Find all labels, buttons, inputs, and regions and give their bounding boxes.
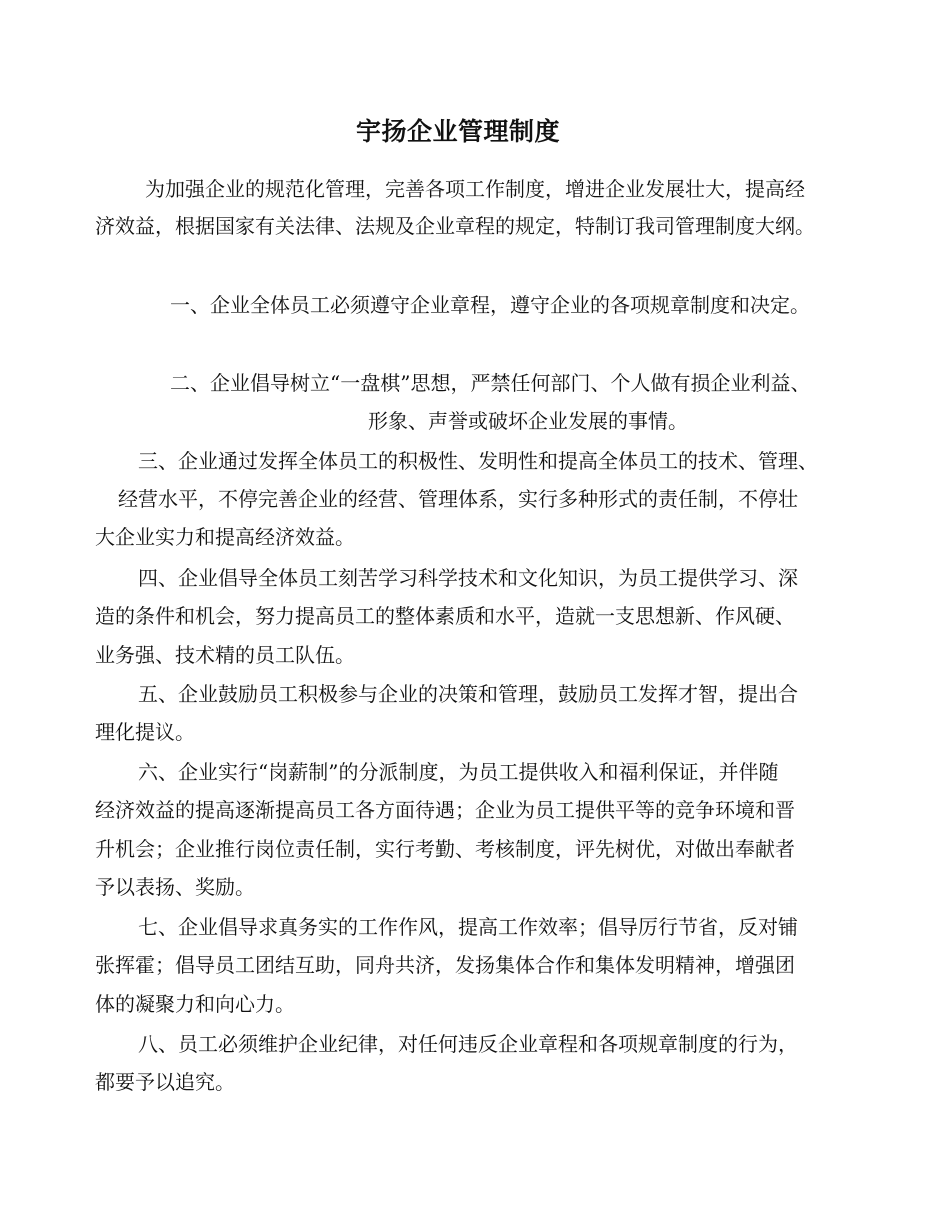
article-2-line-1: 二、企业倡导树立“一盘棋”思想，严禁任何部门、个人做有损企业利益、 — [170, 371, 811, 395]
article-7-line-3: 体的凝聚力和向心力。 — [95, 992, 295, 1016]
article-3-line-1: 三、企业通过发挥全体员工的积极性、发明性和提高全体员工的技术、管理、 — [138, 449, 818, 473]
article-6-line-4: 予以表扬、奖励。 — [95, 875, 255, 899]
article-1-line-1: 一、企业全体员工必须遵守企业章程，遵守企业的各项规章制度和决定。 — [170, 293, 810, 317]
document-title: 宇扬企业管理制度 — [355, 117, 560, 146]
article-4-line-2: 造的条件和机会，努力提高员工的整体素质和水平，造就一支思想新、作风硬、 — [95, 604, 795, 628]
intro-line-2: 济效益，根据国家有关法律、法规及企业章程的规定，特制订我司管理制度大纲。 — [95, 214, 815, 238]
article-2-line-2: 形象、声誉或破坏企业发展的事情。 — [368, 409, 688, 433]
article-6-line-2: 经济效益的提高逐渐提高员工各方面待遇；企业为员工提供平等的竞争环境和晋 — [95, 798, 795, 822]
article-7-line-1: 七、企业倡导求真务实的工作作风，提高工作效率；倡导厉行节省，反对铺 — [138, 915, 798, 939]
article-6-line-3: 升机会；企业推行岗位责任制，实行考勤、考核制度，评先树优，对做出奉献者 — [95, 837, 795, 861]
intro-line-1: 为加强企业的规范化管理，完善各项工作制度，增进企业发展壮大，提高经 — [145, 177, 805, 201]
article-3-line-3: 大企业实力和提高经济效益。 — [95, 525, 355, 549]
article-5-line-1: 五、企业鼓励员工积极参与企业的决策和管理，鼓励员工发挥才智，提出合 — [138, 682, 798, 706]
article-4-line-1: 四、企业倡导全体员工刻苦学习科学技术和文化知识，为员工提供学习、深 — [138, 566, 798, 590]
article-5-line-2: 理化提议。 — [95, 720, 195, 744]
article-8-line-1: 八、员工必须维护企业纪律，对任何违反企业章程和各项规章制度的行为， — [138, 1032, 798, 1056]
article-6-line-1: 六、企业实行“岗薪制”的分派制度，为员工提供收入和福利保证，并伴随 — [138, 760, 779, 784]
article-7-line-2: 张挥霍；倡导员工团结互助，同舟共济，发扬集体合作和集体发明精神，增强团 — [95, 953, 795, 977]
article-3-line-2: 经营水平，不停完善企业的经营、管理体系，实行多种形式的责任制，不停壮 — [118, 487, 798, 511]
article-8-line-2: 都要予以追究。 — [95, 1070, 235, 1094]
article-4-line-3: 业务强、技术精的员工队伍。 — [95, 643, 355, 667]
